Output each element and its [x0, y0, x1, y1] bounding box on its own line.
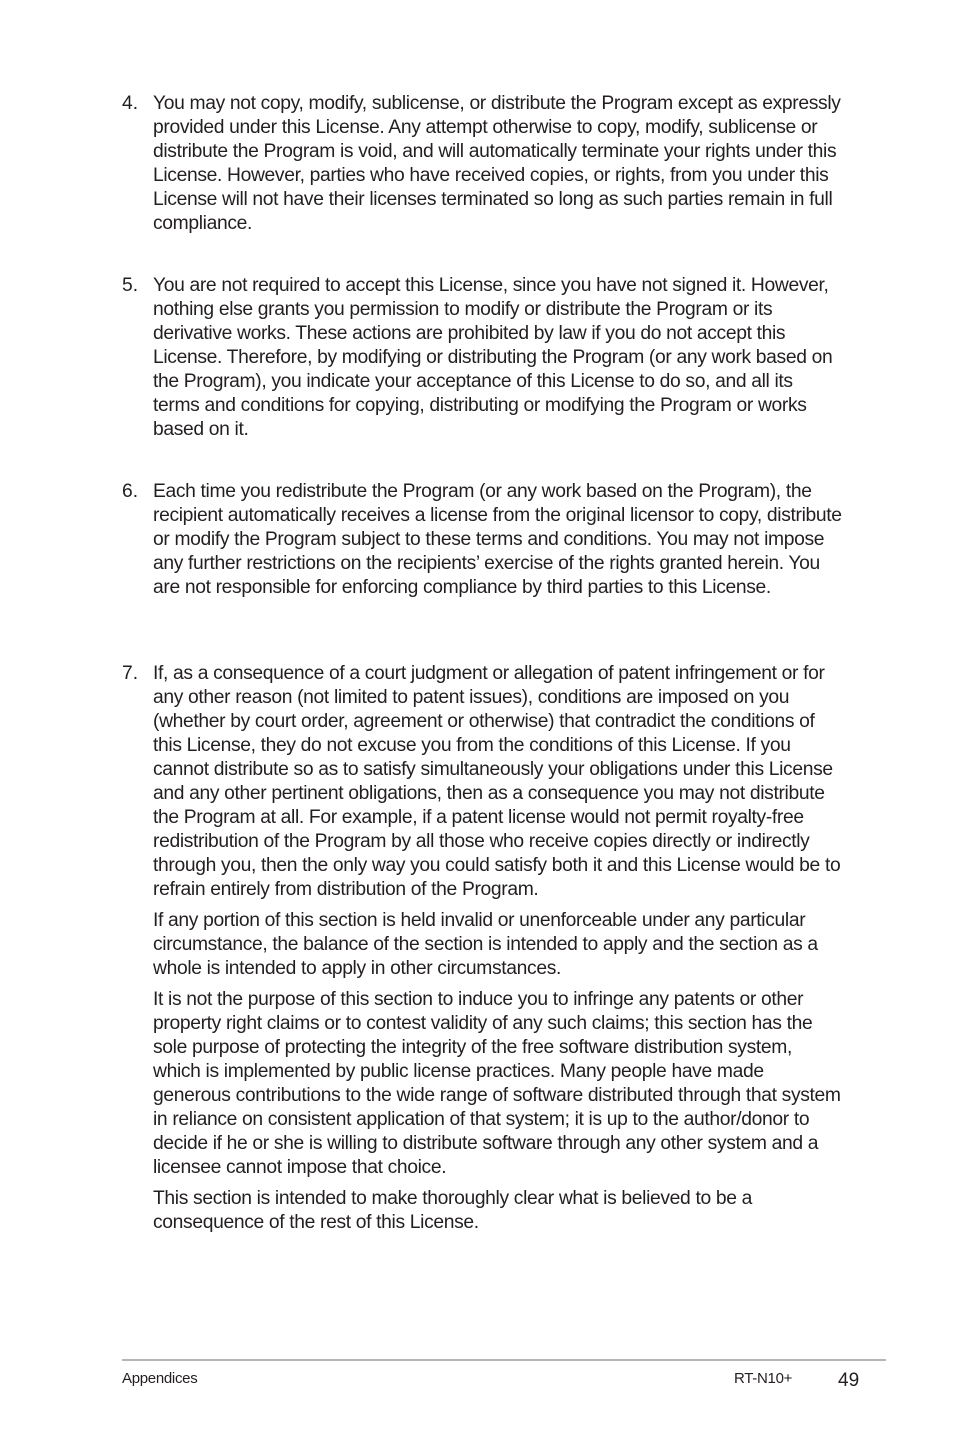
list-item-6: [122, 480, 842, 600]
footer-section-label: Appendices: [122, 1370, 198, 1387]
paragraph: You may not copy, modify, sublicense, or distribute the Program except as expressly provided under this License. Any attempt otherwise to copy, modify, sublicense or distribute the Program is void, and will automatically terminate your rights under this License. However, parties who have received copies, or rights, from you under this License will not have their licenses terminated so long as such parties remain in full compliance.: [153, 93, 841, 234]
item-number: 6.: [122, 481, 139, 502]
paragraph: Each time you redistribute the Program (or any work based on the Program), the recipient automatically receives a license from the original licensor to copy, distribute or modify the Program subject to these terms and conditions. You may not impose any further restrictions on the recipients’ exercise of the rights granted herein. You are not responsible for enforcing compliance by third parties to this License.: [153, 481, 842, 598]
item-content: [153, 480, 842, 600]
item-content: [153, 274, 842, 442]
page-number: 49: [838, 1370, 860, 1391]
paragraph: You are not required to accept this License, since you have not signed it. However, nothing else grants you permission to modify or distribute the Program or its derivative works. These actions are prohibited by law if you do not accept this License. Therefore, by modifying or distributing the Program (or any work based on the Program), you indicate your acceptance of this License to do so, and all its terms and conditions for copying, distributing or modifying the Program or works based on it.: [153, 275, 833, 440]
list-item-7: [122, 662, 842, 1235]
footer-model-name: RT-N10+: [734, 1370, 793, 1387]
paragraph: If any portion of this section is held invalid or unenforceable under any particular circumstance, the balance of the section is intended to apply and the section as a whole is intended to apply in other circumstances.: [153, 910, 818, 979]
paragraph: It is not the purpose of this section to induce you to infringe any patents or other property right claims or to contest validity of any such claims; this section has the sole purpose of protecting the integrity of the free software distribution system, which is implemented by public license practices. Many people have made generous contributions to the wide range of software distributed through that system in reliance on consistent application of that system; it is up to the author/donor to decide if he or she is willing to distribute software through any other system and a licensee cannot impose that choice.: [153, 989, 841, 1178]
list-item-4: [122, 92, 842, 236]
item-number: 7.: [122, 663, 139, 684]
item-number: 4.: [122, 93, 139, 114]
list-item-5: [122, 274, 842, 442]
item-number: 5.: [122, 275, 139, 296]
paragraph: If, as a consequence of a court judgment or allegation of patent infringement or for any other reason (not limited to patent issues), conditions are imposed on you (whether by court order, agreement or otherwise) that contradict the conditions of this License, they do not excuse you from the conditions of this License. If you cannot distribute so as to satisfy simultaneously your obligations under this License and any other pertinent obligations, then as a consequence you may not distribute the Program at all. For example, if a patent license would not permit royalty-free redistribution of the Program by all those who receive copies directly or indirectly through you, then the only way you could satisfy both it and this License would be to refrain entirely from distribution of the Program.: [153, 663, 841, 900]
item-content: [153, 92, 842, 236]
footer-divider: [122, 1359, 886, 1361]
paragraph: This section is intended to make thoroughly clear what is believed to be a consequence of the rest of this License.: [153, 1188, 752, 1233]
item-content: [153, 662, 842, 1235]
